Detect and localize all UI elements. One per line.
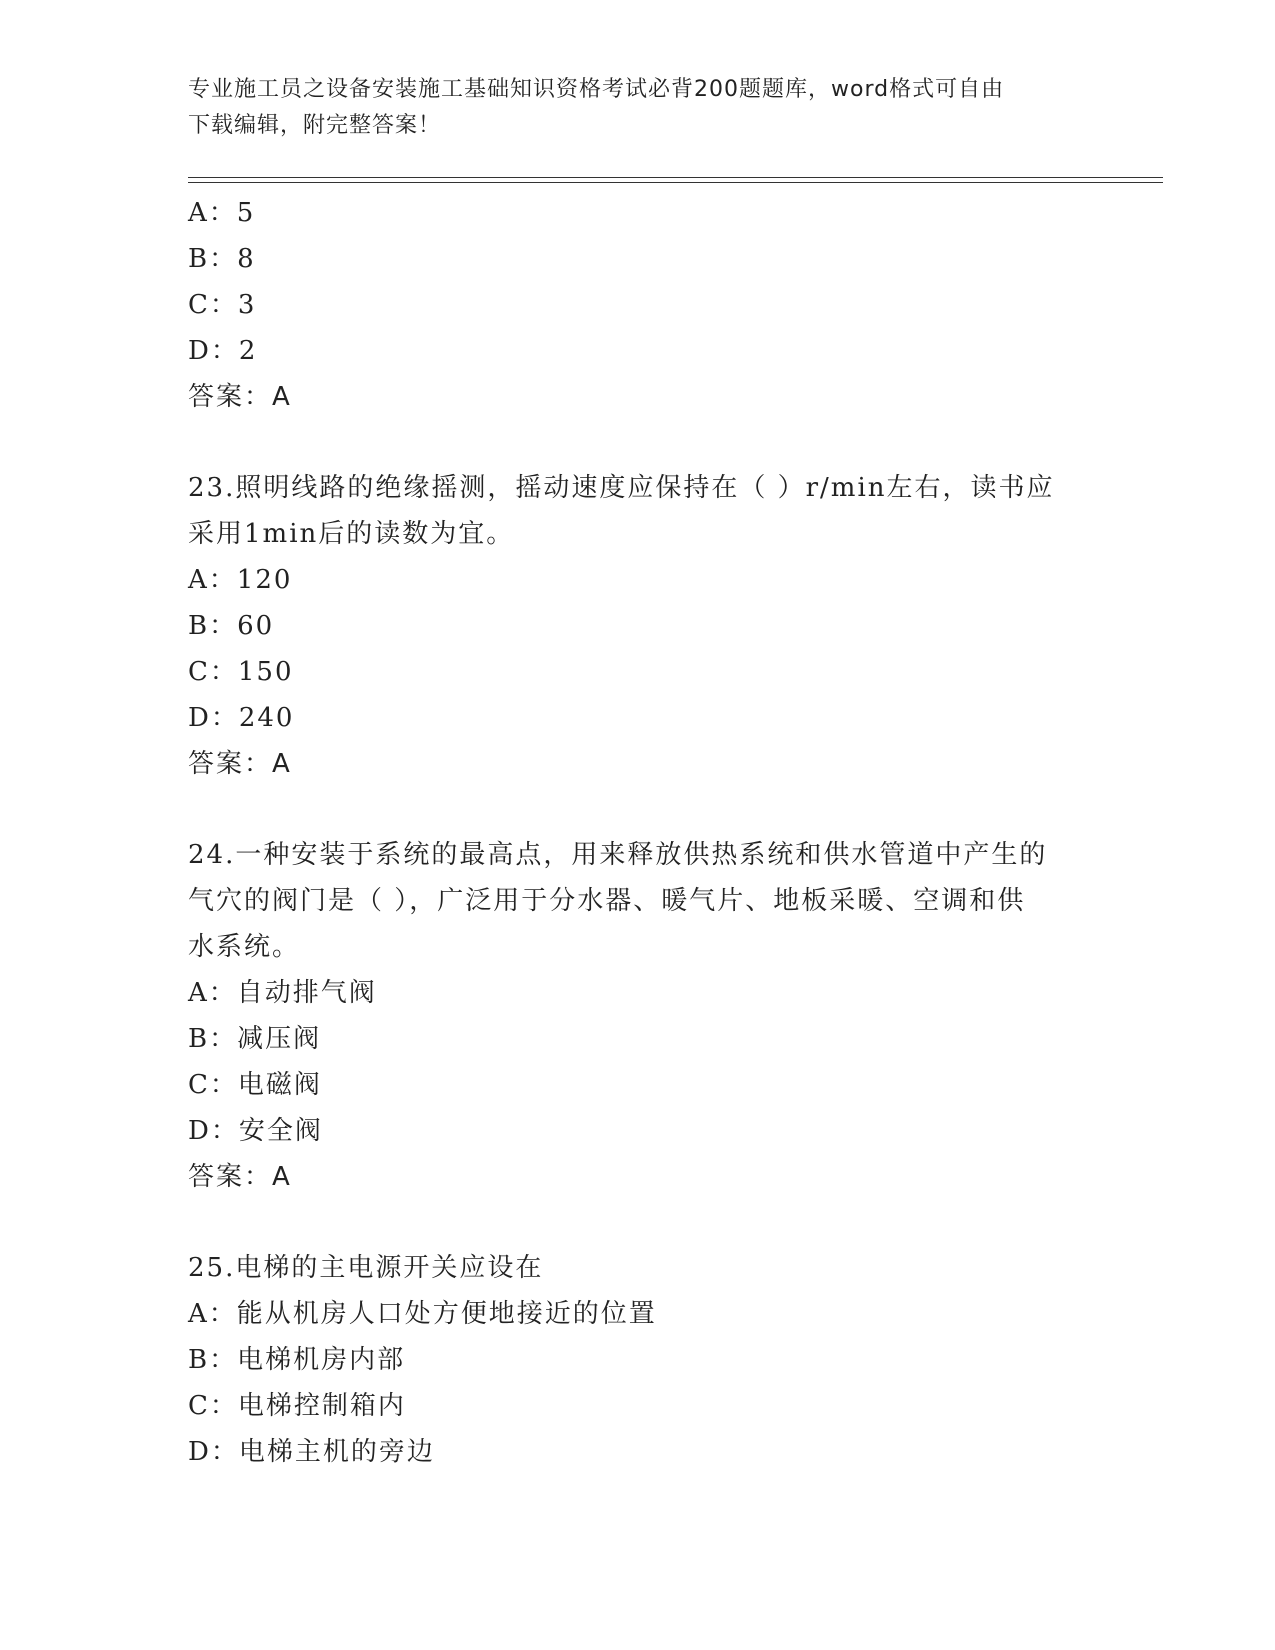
question-23 (188, 465, 1088, 787)
option-b: B：60 (188, 611, 275, 641)
option-d: D：240 (188, 703, 295, 733)
question-22-continued (188, 190, 1088, 420)
question-text-line-1: 23.照明线路的绝缘摇测，摇动速度应保持在（ ）r/min左右，读书应 (188, 473, 1055, 503)
option-b: B：减压阀 (188, 1024, 322, 1054)
spacer (188, 420, 1088, 465)
question-24 (188, 832, 1088, 1200)
header-divider-top (188, 177, 1163, 178)
answer-text: 答案：A (188, 382, 292, 412)
option-c: C：电梯控制箱内 (188, 1391, 406, 1421)
option-c: C：电磁阀 (188, 1070, 322, 1100)
header-divider-bottom (188, 182, 1163, 183)
option-a: A：能从机房人口处方便地接近的位置 (188, 1299, 657, 1329)
document-header (188, 72, 1088, 144)
answer-text: 答案：A (188, 1162, 292, 1192)
question-text-line-2: 气穴的阀门是（ ），广泛用于分水器、暖气片、地板采暖、空调和供 (188, 886, 1026, 916)
option-a: A：5 (188, 198, 256, 228)
option-a: A：自动排气阀 (188, 978, 377, 1008)
question-25 (188, 1245, 1088, 1475)
spacer (188, 787, 1088, 832)
header-line-2: 下载编辑，附完整答案！ (188, 113, 442, 138)
question-list (188, 190, 1088, 1475)
option-d: D：电梯主机的旁边 (188, 1437, 435, 1467)
option-a: A：120 (188, 565, 293, 595)
option-b: B：8 (188, 244, 256, 274)
question-text-line-1: 25.电梯的主电源开关应设在 (188, 1253, 544, 1283)
spacer (188, 1200, 1088, 1245)
question-text-line-2: 采用1min后的读数为宜。 (188, 519, 515, 549)
option-c: C：150 (188, 657, 294, 687)
option-c: C：3 (188, 290, 257, 320)
option-b: B：电梯机房内部 (188, 1345, 406, 1375)
option-d: D：2 (188, 336, 258, 366)
question-text-line-1: 24.一种安装于系统的最高点，用来释放供热系统和供水管道中产生的 (188, 840, 1048, 870)
option-d: D：安全阀 (188, 1116, 323, 1146)
header-line-1: 专业施工员之设备安装施工基础知识资格考试必背200题题库，word格式可自由 (188, 77, 1005, 102)
question-text-line-3: 水系统。 (188, 932, 301, 962)
answer-text: 答案：A (188, 749, 292, 779)
